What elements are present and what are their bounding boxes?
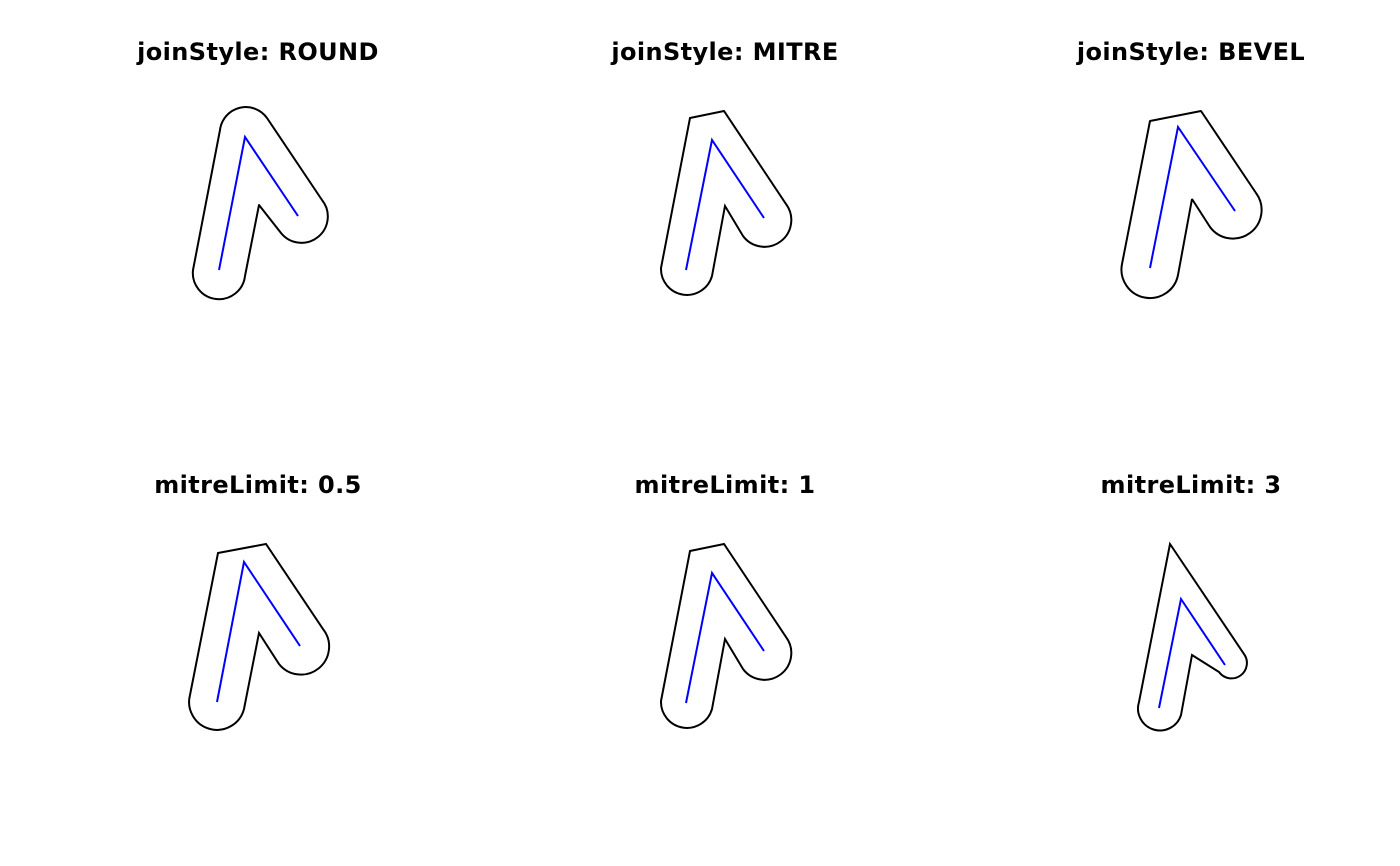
- panel-mitrelimit-3: [958, 433, 1400, 866]
- buffer-plot: [492, 433, 958, 866]
- buffer-outline: [1121, 111, 1261, 298]
- panel-title: mitreLimit: 3: [1100, 471, 1282, 499]
- panel-title: joinStyle: ROUND: [137, 38, 379, 66]
- panel-mitrelimit-1: [492, 433, 958, 866]
- buffer-outline: [661, 544, 791, 728]
- panel-title: mitreLimit: 0.5: [154, 471, 362, 499]
- buffer-outline: [661, 111, 791, 295]
- buffer-plot: [25, 0, 491, 433]
- buffer-outline: [1138, 544, 1247, 730]
- buffer-plot: [958, 433, 1400, 866]
- buffer-plot: [958, 0, 1400, 433]
- buffer-outline: [193, 107, 328, 299]
- panel-joinstyle-round: [25, 0, 491, 433]
- panel-title: mitreLimit: 1: [634, 471, 816, 499]
- buffer-outline: [189, 544, 329, 730]
- buffer-plot: [492, 0, 958, 433]
- panel-title: joinStyle: BEVEL: [1076, 38, 1306, 66]
- panel-joinstyle-bevel: [958, 0, 1400, 433]
- panel-title: joinStyle: MITRE: [611, 38, 839, 66]
- buffer-plot: [25, 433, 491, 866]
- panel-joinstyle-mitre: [492, 0, 958, 433]
- panel-mitrelimit-0-5: [25, 433, 491, 866]
